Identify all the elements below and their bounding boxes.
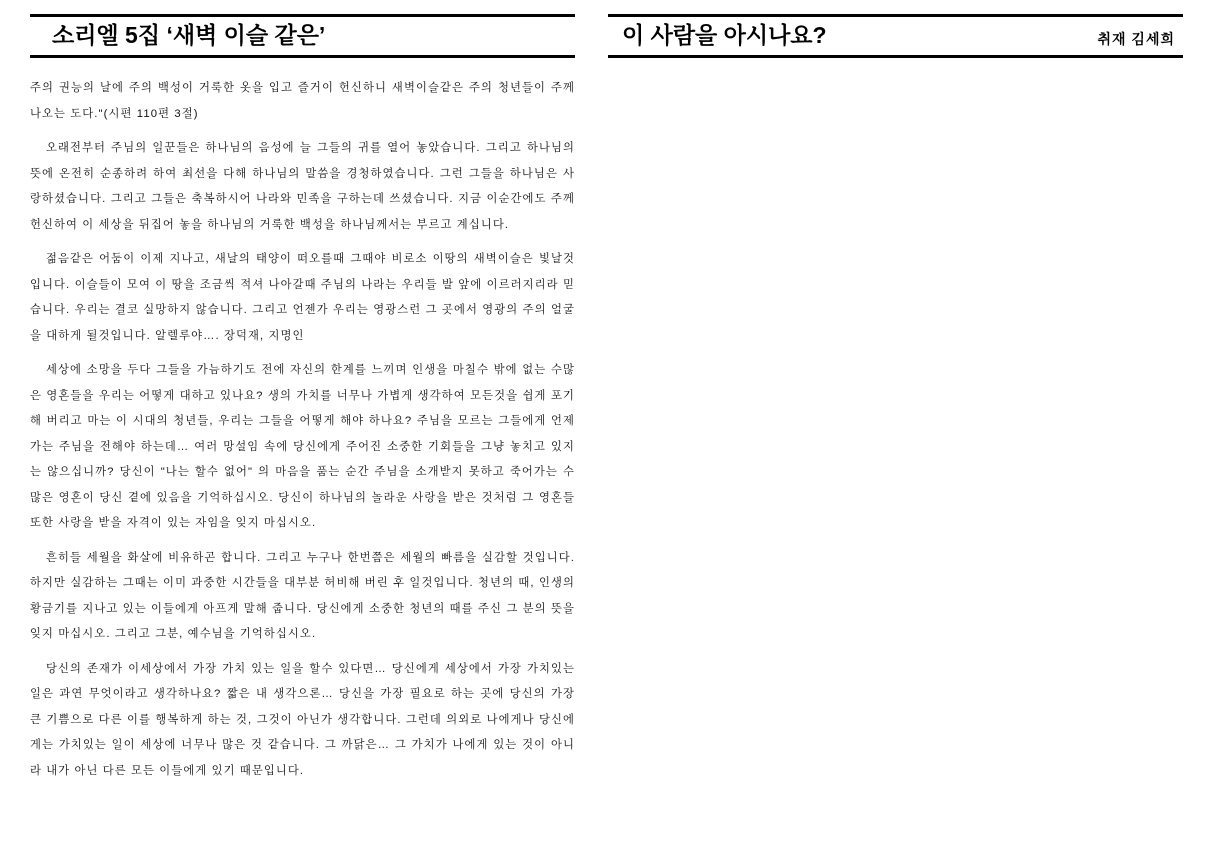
- right-article-headline: 이 사람을 아시나요?: [622, 22, 827, 48]
- paragraph: 당신의 존재가 이세상에서 가장 가치 있는 일을 할수 있다면… 당신에게 세상에서 가장 가치있는 일은 과연 무엇이라고 생각하나요? 짧은 내 생각으론… 당신을 가장 필요로 하는 곳에 당신의 가장 큰 기쁨으로 다른 이를 행복하게 하는 것, 그것이 아닌가 생각합니다. 그런데 의외로 나에게나 당신에게는 가치있는 일이 세상에 너무나 많은 것 같습니다. 그 까닭은… 그 가치가 나에게 있는 것이 아니라 내가 아닌 다른 모든 이들에게 있기 때문입니다.: [30, 662, 575, 777]
- right-article-column: [608, 14, 1183, 836]
- left-article-column: [30, 14, 575, 793]
- paragraph: 흔히들 세월을 화살에 비유하곤 합니다. 그리고 누구나 한번쯤은 세월의 빠름을 실감할 것입니다. 하지만 실감하는 그때는 이미 과중한 시간들을 대부분 허비해 버린 후 일것입니다. 청년의 때, 인생의 황금기를 지나고 있는 이들에게 아프게 말해 줍니다. 당신에게 소중한 청년의 때를 주신 그 분의 뜻을 잊지 마십시오. 그리고 그분, 예수님을 기억하십시오.: [30, 551, 575, 640]
- paragraph: 세상에 소망을 두다 그들을 가늠하기도 전에 자신의 한계를 느끼며 인생을 마칠수 밖에 없는 수많은 영혼들을 우리는 어떻게 대하고 있나요? 생의 가치를 너무나 가볍게 생각하여 모든것을 쉽게 포기해 버리고 마는 이 시대의 청년들, 우리는 그들을 어떻게 해야 하나요? 주님을 모르는 그들에게 언제가는 주님을 전해야 하는데… 여러 망설임 속에 당신에게 주어진 소중한 기회들을 그냥 놓치고 있지는 않으십니까? 당신이 "나는 할수 없어" 의 마음을 품는 순간 주님을 소개받지 못하고 죽어가는 수많은 영혼이 당신 곁에 있음을 기억하십시오. 당신이 하나님의 놀라운 사랑을 받은 것처럼 그 영혼들 또한 사랑을 받을 자격이 있는 자임을 잊지 마십시오.: [30, 364, 575, 529]
- right-article-byline: 취재 김세희: [1097, 31, 1175, 47]
- left-article-body: [30, 76, 575, 784]
- right-article-title-bar: [608, 14, 1183, 58]
- paragraph: 오래전부터 주님의 일꾼들은 하나님의 음성에 늘 그들의 귀를 열어 놓았습니다. 그리고 하나님의 뜻에 온전히 순종하려 하여 최선을 다해 하나님의 말씀을 경청하였습니다. 그런 그들을 하나님은 사랑하셨습니다. 그리고 그들은 축복하시어 나라와 민족을 구하는데 쓰셨습니다. 지금 이순간에도 주께 헌신하여 이 세상을 뒤집어 놓을 하나님의 거룩한 백성을 하나님께서는 부르고 계십니다.: [30, 142, 575, 231]
- right-article-body: [608, 76, 1183, 836]
- paragraph: 주의 권능의 날에 주의 백성이 거룩한 옷을 입고 즐거이 헌신하니 새벽이슬같은 주의 청년들이 주께 나오는 도다."(시편 110편 3절): [30, 82, 575, 120]
- left-article-title-bar: [30, 14, 575, 58]
- paragraph: 젊음같은 어둠이 이제 지나고, 새날의 태양이 떠오를때 그때야 비로소 이땅의 새벽이슬은 빛날것입니다. 이슬들이 모여 이 땅을 조금씩 적셔 나아갈때 주님의 나라는 우리들 발 앞에 이르러지리라 믿습니다. 우리는 결코 실망하지 않습니다. 그리고 언젠가 우리는 영광스런 그 곳에서 영광의 주의 얼굴을 대하게 될것입니다. 알렐루야…. 장덕재, 지명인: [30, 253, 575, 342]
- left-article-headline: 소리엘 5집 ‘새벽 이슬 같은’: [52, 22, 326, 48]
